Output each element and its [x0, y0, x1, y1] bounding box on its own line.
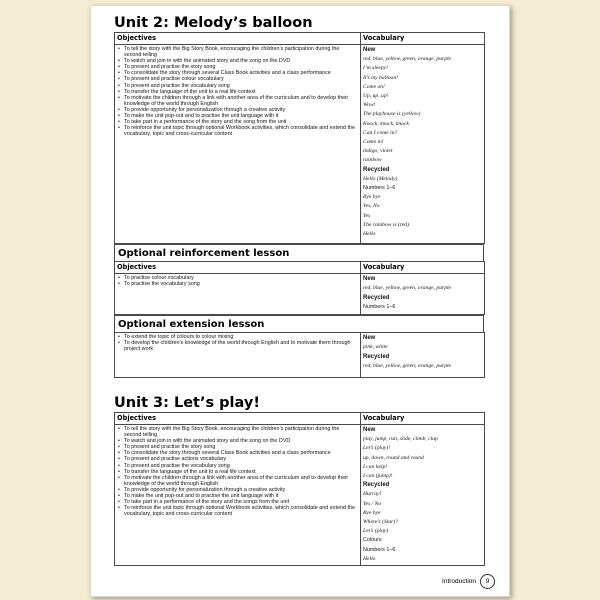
objective-item: • To reinforce the unit topic through optional Workbook activities, which consolidate and extend the vocabulary, topic and cross-curricular content — [117, 125, 358, 137]
vocabulary-item: indigo, violet — [363, 148, 393, 155]
vocabulary-item: The rainbow is (red). — [363, 221, 411, 228]
unit2-vocabulary-cell — [361, 45, 485, 244]
vocabulary-item: I’m sleepy! — [363, 65, 389, 72]
vocabulary-item: Can I come in? — [363, 129, 398, 136]
objectives-header: Objectives — [115, 262, 361, 274]
objective-item: • To transfer the language of the unit to a real life context — [117, 89, 358, 95]
vocabulary-header: Vocabulary — [361, 262, 485, 274]
objective-item: • To consolidate the story through several Class Book activities and a class performance — [117, 450, 358, 456]
objective-item: • To provide opportunity for personalization through a creative activity — [117, 107, 358, 113]
vocabulary-item: up, down, round and round — [363, 454, 424, 461]
vocabulary-item: Numbers 1–6 — [363, 304, 396, 311]
objective-item: • To make the unit pop-out and to practise the unit language with it — [117, 113, 358, 119]
vocabulary-item: Knock, knock, knock — [363, 120, 409, 127]
vocabulary-item: Yes / No — [363, 500, 382, 507]
vocabulary-item: Colours — [363, 537, 382, 544]
unit3-title: Unit 3: Let’s play! — [114, 395, 260, 411]
objective-item: • To reinforce the unit topic through optional Workbook activities, which consolidate and extend the vocabulary, topic and cross-curricular content — [117, 505, 358, 517]
vocabulary-header: Vocabulary — [361, 33, 485, 45]
vocabulary-item: red, blue, yellow, green, orange, purple — [363, 363, 452, 370]
reinforcement-title: Optional reinforcement lesson — [118, 248, 290, 259]
vocabulary-item: play, jump, run, slide, climb, clap — [363, 436, 438, 443]
recycled-label: Recycled — [363, 294, 390, 301]
objective-item: • To motivate the children through a link with another area of the curriculum and to develop their knowledge of the world through English — [117, 475, 358, 487]
footer-section-label: Introduction — [442, 578, 476, 585]
unit3-objectives-list — [117, 426, 358, 517]
reinforcement-objectives-list — [117, 275, 358, 287]
objective-item: • To present and practise the story song — [117, 444, 358, 450]
vocabulary-item: Where’s (Star)? — [363, 519, 398, 526]
page-footer — [442, 574, 495, 589]
extension-table — [114, 332, 485, 378]
page-number: 9 — [480, 574, 495, 589]
recycled-label: Recycled — [363, 482, 390, 489]
objective-item: • To tell the story with the Big Story Book, encouraging the children’s participation during the second telling — [117, 426, 358, 438]
vocabulary-item: pink, white — [363, 344, 388, 351]
vocabulary-item: red, blue, yellow, green, orange, purple — [363, 285, 452, 292]
vocabulary-item: Hello — [363, 231, 376, 238]
objective-item: • To consolidate the story through several Class Book activities and a class performance — [117, 70, 358, 76]
objective-item: • To transfer the language of the unit to a real life context — [117, 469, 358, 475]
vocabulary-item: Wow! — [363, 102, 376, 109]
extension-heading-box — [114, 315, 484, 332]
extension-title: Optional extension lesson — [118, 319, 265, 330]
objective-item: • To tell the story with the Big Story Book, encouraging the children’s participation during the second telling — [117, 46, 358, 58]
objective-item: • To present and practise actions vocabulary — [117, 456, 358, 462]
vocabulary-item: red, blue, yellow, green, orange, purple — [363, 56, 452, 63]
objectives-header: Objectives — [115, 413, 361, 425]
vocabulary-item: The playhouse is (yellow) — [363, 111, 421, 118]
vocabulary-item: Yes, No — [363, 203, 380, 210]
new-label: New — [363, 427, 376, 433]
recycled-label: Recycled — [363, 353, 390, 360]
objective-item: • To make the unit pop-out and to practise the unit language with it — [117, 493, 358, 499]
vocabulary-item: Hello — [363, 555, 376, 562]
new-label: New — [363, 335, 376, 341]
vocabulary-item: Let’s (play) — [363, 528, 389, 535]
document-page — [90, 5, 510, 597]
objective-item: • To take part in a performance of the story and the songs from the unit — [117, 499, 358, 505]
objective-item: • To extend the topic of colours to colour mixing — [117, 334, 358, 340]
reinforcement-vocabulary-cell — [361, 274, 485, 315]
reinforcement-table — [114, 261, 485, 315]
unit2-table — [114, 32, 485, 244]
objective-item: • To watch and join in with the animated story and the song on the DVD — [117, 438, 358, 444]
unit2-title: Unit 2: Melody’s balloon — [114, 15, 313, 31]
vocabulary-item: It’s my balloon! — [363, 74, 399, 81]
objectives-header: Objectives — [115, 33, 361, 45]
objective-item: • To motivate the children through a link with another area of the curriculum and to develop their knowledge of the world through English — [117, 95, 358, 107]
objective-item: • To take part in a performance of the story and the song from the unit — [117, 119, 358, 125]
objective-item: • To present and practise colour vocabulary — [117, 76, 358, 82]
vocabulary-item: Up, up, up! — [363, 93, 389, 100]
unit3-vocabulary-cell — [361, 425, 485, 566]
vocabulary-header: Vocabulary — [361, 413, 485, 425]
objective-item: • To present and practise the vocabulary song — [117, 463, 358, 469]
vocabulary-item: I can help! — [363, 463, 388, 470]
objective-item: • To develop the children’s knowledge of the world through English and to motivate them through project work — [117, 340, 358, 352]
objective-item: • To present and practise the story song — [117, 64, 358, 70]
vocabulary-item: Hurray! — [363, 491, 382, 498]
vocabulary-item: Let’s (play)! — [363, 445, 391, 452]
page-content — [114, 14, 484, 566]
vocabulary-item: Numbers 1–6 — [363, 185, 396, 192]
new-label: New — [363, 47, 376, 53]
vocabulary-item: rainbow — [363, 157, 382, 164]
vocabulary-item: I can (jump)! — [363, 473, 393, 480]
vocabulary-item: Bye bye — [363, 194, 381, 201]
vocabulary-item: Come in! — [363, 139, 384, 146]
extension-objectives-list — [117, 334, 358, 352]
vocabulary-item: Bye bye — [363, 509, 381, 516]
extension-vocabulary-cell — [361, 333, 485, 378]
vocabulary-item: Hello (Melody) — [363, 175, 398, 182]
vocabulary-item: Numbers 1–6 — [363, 546, 396, 553]
objective-item: • To watch and join in with the animated story and the song on the DVD — [117, 58, 358, 64]
new-label: New — [363, 276, 376, 282]
objective-item: • To practise the vocabulary song — [117, 281, 358, 287]
reinforcement-heading-box — [114, 244, 484, 261]
vocabulary-item: Come on! — [363, 83, 385, 90]
objective-item: • To present and practise the vocabulary song — [117, 83, 358, 89]
objective-item: • To practise colour vocabulary — [117, 275, 358, 281]
vocabulary-item: Yes — [363, 212, 371, 219]
recycled-label: Recycled — [363, 166, 390, 173]
unit2-objectives-list — [117, 46, 358, 137]
objective-item: • To provide opportunity for personalization through a creative activity — [117, 487, 358, 493]
unit3-table — [114, 412, 485, 566]
